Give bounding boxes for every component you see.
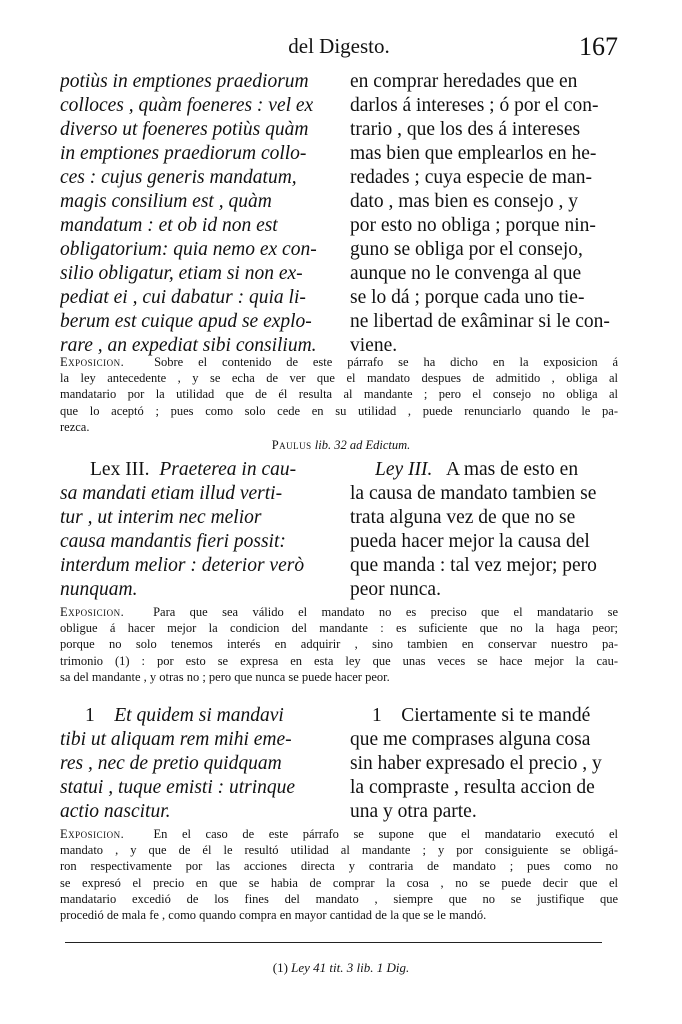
expo-line: porque no solo tenemos interés en adquirir , sino tambien en conservar nuestro pa- [60, 637, 618, 652]
latin-line [90, 458, 330, 482]
spanish-line: ne libertad de exâminar si le con- [350, 311, 610, 332]
spanish-line: trata alguna vez de que no se [350, 507, 576, 528]
expo-line: sa del mandante , y otras no ; pero que nunca se puede hacer peor. [60, 669, 390, 684]
ley-heading: Ley III. [375, 459, 433, 480]
latin-text: Et quidem si mandavi [114, 705, 284, 726]
expo-line [60, 354, 618, 370]
exposicion-1 [60, 354, 618, 435]
latin-column-1 [60, 70, 330, 358]
spanish-line: sin haber expresado el precio , y [350, 753, 602, 774]
exposicion-2 [60, 604, 618, 685]
footnote [0, 960, 682, 976]
latin-line: obligatorium: quia nemo ex con- [60, 239, 317, 260]
expo-line: que lo aceptó ; pues como solo cede en su utilidad , puede renunciarlo quando le pa- [60, 403, 618, 418]
exposicion-label: Exposicion. [60, 355, 125, 369]
spanish-line: la causa de mandato tambien se [350, 483, 597, 504]
spanish-line: viene. [350, 335, 398, 356]
footnote-rule [65, 942, 602, 943]
spanish-line: dato , mas bien es consejo , y [350, 191, 578, 212]
expo-line: mandatario excedió de los fines del mandato , siempre que no se justifique que [60, 891, 618, 906]
attribution-author: Paulus [271, 438, 312, 452]
spanish-line: en comprar heredades que en [350, 71, 578, 92]
latin-column-par1 [85, 704, 330, 728]
expo-text: Sobre el contenido de este párrafo se ha dicho en la exposicion á [154, 355, 618, 369]
latin-line: in emptiones praediorum collo- [60, 143, 307, 164]
latin-line: sa mandati etiam illud verti- [60, 483, 283, 504]
spanish-line [372, 704, 615, 728]
latin-line: interdum melior : deterior verò [60, 555, 305, 576]
spanish-column-1 [350, 70, 615, 358]
spanish-column-par1 [372, 704, 615, 728]
expo-line: se expresó el precio en que se habia de comprar la cosa , no se puede decir que el [60, 875, 618, 890]
expo-line: mandato , y que de él le resultó utilidad al mandante ; y por consiguiente se obligá- [60, 843, 618, 858]
expo-line: obligue á hacer mejor la condicion del mandante : es suficiente que no la haga peor; [60, 621, 618, 636]
latin-line: rare , an expediat sibi consilium. [60, 335, 317, 356]
expo-line: mandatario por la utilidad que de él resulta al mandante ; pero el consejo no obliga al [60, 387, 618, 402]
footnote-text: Ley 41 tit. 3 lib. 1 Dig. [291, 960, 410, 975]
expo-line [60, 826, 618, 842]
spanish-line: darlos á intereses ; ó por el con- [350, 95, 599, 116]
paragraph-number: 1 [85, 705, 95, 726]
latin-line: pediat ei , cui dabatur : quia li- [60, 287, 306, 308]
expo-line [60, 604, 618, 620]
spanish-line: se lo dá ; porque cada uno tie- [350, 287, 585, 308]
spanish-line: guno se obliga por el consejo, [350, 239, 583, 260]
latin-line: colloces , quàm foeneres : vel ex [60, 95, 314, 116]
spanish-line [375, 458, 615, 482]
latin-line: ces : cujus generis mandatum, [60, 167, 297, 188]
spanish-line: mas bien que emplearlos en he- [350, 143, 597, 164]
latin-text: Praeterea in cau- [159, 459, 297, 480]
expo-line: la ley antecedente , y se echa de ver que el mandato despues de admitido , obliga al [60, 371, 618, 386]
spanish-line: que me comprases alguna cosa [350, 729, 591, 750]
spanish-line: por esto no obliga ; porque nin- [350, 215, 596, 236]
spanish-line: aunque no le convenga al que [350, 263, 582, 284]
spanish-line: trario , que los des á intereses [350, 119, 581, 140]
page-number: 167 [579, 32, 618, 61]
attribution-source: lib. 32 ad Edictum. [314, 438, 411, 452]
expo-line: trimonio (1) : por esto se expresa en esta ley que unas veces se hace mejor la cau- [60, 653, 618, 668]
latin-line: tibi ut aliquam rem mihi eme- [60, 729, 292, 750]
latin-line: res , nec de pretio quidquam [60, 753, 282, 774]
latin-line: nunquam. [60, 579, 138, 600]
attribution [0, 438, 682, 453]
latin-line: magis consilium est , quàm [60, 191, 272, 212]
running-title: del Digesto. [288, 34, 390, 58]
spanish-text: Ciertamente si te mandé [401, 705, 591, 726]
latin-line: actio nascitur. [60, 801, 171, 822]
exposicion-label: Exposicion. [60, 605, 125, 619]
latin-line [85, 704, 330, 728]
spanish-line: la compraste , resulta accion de [350, 777, 595, 798]
latin-line: diverso ut foeneres potiùs quàm [60, 119, 309, 140]
spanish-column-par1-body [350, 728, 615, 824]
expo-line: procedió de mala fe , como quando compra en mayor cantidad de la que se le mandó. [60, 908, 487, 923]
footnote-marker: (1) [272, 960, 288, 975]
page-header [60, 34, 618, 64]
latin-column-lex3-body [60, 482, 330, 602]
latin-line: tur , ut interim nec melior [60, 507, 262, 528]
latin-line: potiùs in emptiones praediorum [60, 71, 309, 92]
spanish-text: A mas de esto en [445, 459, 579, 480]
latin-column-par1-body [60, 728, 330, 824]
latin-line: causa mandantis fieri possit: [60, 531, 286, 552]
latin-line: silio obligatur, etiam si non ex- [60, 263, 303, 284]
spanish-column-lex3-body [350, 482, 615, 602]
spanish-line: pueda hacer mejor la causa del [350, 531, 590, 552]
expo-text: Para que sea válido el mandato no es preciso que el mandatario se [153, 605, 618, 619]
latin-line: statui , tuque emisti : utrinque [60, 777, 296, 798]
paragraph-number: 1 [372, 705, 382, 726]
spanish-line: una y otra parte. [350, 801, 477, 822]
lex-heading: Lex III. [90, 459, 150, 480]
expo-line: rezca. [60, 419, 90, 434]
spanish-line: que manda : tal vez mejor; pero [350, 555, 597, 576]
latin-column-lex3 [90, 458, 330, 482]
exposicion-3 [60, 826, 618, 923]
latin-line: mandatum : et ob id non est [60, 215, 278, 236]
spanish-column-lex3 [375, 458, 615, 482]
expo-text: En el caso de este párrafo se supone que el mandatario executó el [153, 827, 618, 841]
spanish-line: redades ; cuya especie de man- [350, 167, 592, 188]
spanish-line: peor nunca. [350, 579, 441, 600]
latin-line: berum est cuique apud se explo- [60, 311, 312, 332]
expo-line: ron respectivamente por las acciones directa y contraria de mandato ; pues como no [60, 859, 618, 874]
exposicion-label: Exposicion. [60, 827, 125, 841]
